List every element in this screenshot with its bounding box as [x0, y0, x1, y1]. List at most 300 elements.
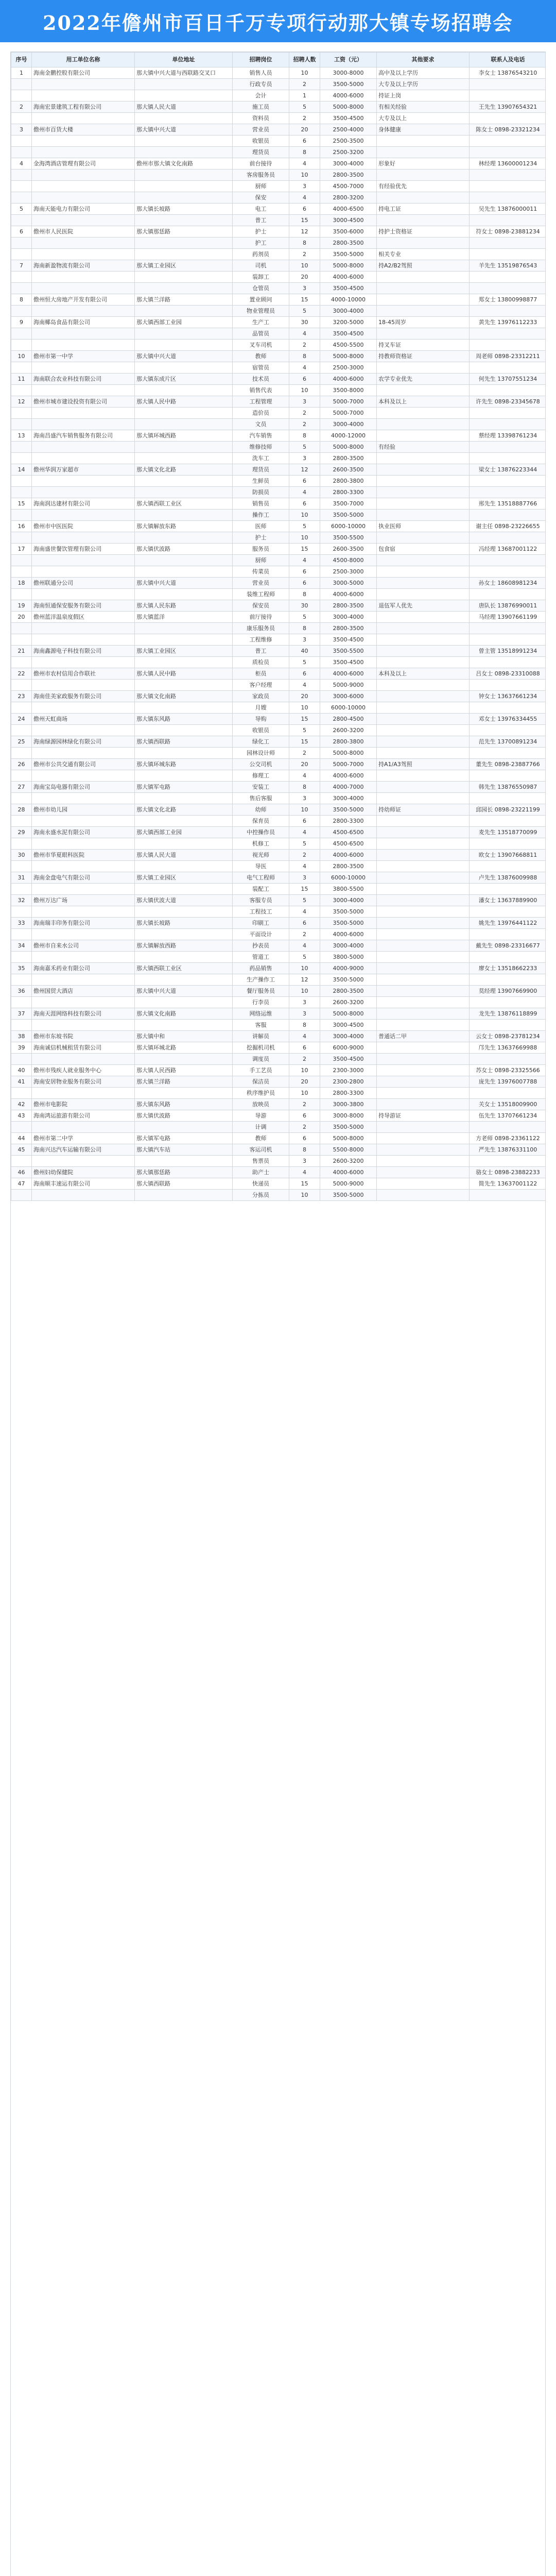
- row-number: 46: [11, 1167, 32, 1178]
- job-title: 家政员: [233, 691, 289, 702]
- row-number: 43: [11, 1110, 32, 1122]
- salary-range: 5000-7000: [320, 396, 377, 408]
- requirements: [377, 691, 470, 702]
- job-title: 药剂员: [233, 249, 289, 260]
- company-name: 海南永盛水泥有限公司: [32, 827, 135, 838]
- salary-range: 3500-4500: [320, 328, 377, 340]
- salary-range: 2300-3000: [320, 1065, 377, 1076]
- contact-info: 羊先生 13519876543: [470, 260, 546, 272]
- requirements: [377, 408, 470, 419]
- job-title: 客户经理: [233, 680, 289, 691]
- company-address: [135, 1122, 233, 1133]
- headcount: 3: [289, 872, 320, 884]
- headcount: 4: [289, 487, 320, 498]
- contact-info: 龙先生 13876118899: [470, 1008, 546, 1020]
- contact-info: 欧女士 13907668811: [470, 850, 546, 861]
- table-row: [11, 793, 546, 804]
- job-title: 柜员: [233, 668, 289, 680]
- company-address: [135, 113, 233, 124]
- salary-range: 3000-4500: [320, 1020, 377, 1031]
- requirements: [377, 532, 470, 544]
- headcount: 2: [289, 249, 320, 260]
- company-address: [135, 442, 233, 453]
- salary-range: 4000-6000: [320, 668, 377, 680]
- row-number: [11, 1020, 32, 1031]
- job-title: 售后客服: [233, 793, 289, 804]
- headcount: 20: [289, 759, 320, 770]
- headcount: 8: [289, 351, 320, 362]
- job-title: 护士: [233, 226, 289, 238]
- company-address: [135, 1054, 233, 1065]
- salary-range: 2500-4000: [320, 124, 377, 135]
- salary-range: 3500-5000: [320, 906, 377, 918]
- row-number: [11, 1190, 32, 1201]
- company-address: [135, 215, 233, 226]
- row-number: [11, 238, 32, 249]
- table-row: [11, 736, 546, 748]
- company-address: 那大镇兰洋路: [135, 294, 233, 306]
- row-number: 11: [11, 374, 32, 385]
- headcount: 2: [289, 113, 320, 124]
- requirements: 有相关经验: [377, 101, 470, 113]
- contact-info: [470, 1020, 546, 1031]
- salary-range: 3000-4000: [320, 612, 377, 623]
- headcount: 4: [289, 158, 320, 170]
- salary-range: 3000-4000: [320, 940, 377, 952]
- company-address: [135, 838, 233, 850]
- company-name: 儋州市华夏眼科医院: [32, 850, 135, 861]
- row-number: [11, 532, 32, 544]
- salary-range: 4500-6500: [320, 827, 377, 838]
- contact-info: [470, 170, 546, 181]
- company-address: 那大镇军屯路: [135, 782, 233, 793]
- requirements: [377, 997, 470, 1008]
- requirements: [377, 1076, 470, 1088]
- company-address: 那大镇人民东路: [135, 600, 233, 612]
- company-name: 海南联合农业科技有限公司: [32, 374, 135, 385]
- contact-info: [470, 702, 546, 714]
- salary-range: 4000-6000: [320, 850, 377, 861]
- salary-range: 2800-3500: [320, 600, 377, 612]
- table-row: [11, 1042, 546, 1054]
- job-title: 幼师: [233, 804, 289, 816]
- salary-range: 3500-4500: [320, 657, 377, 668]
- company-address: 那大镇工业园区: [135, 646, 233, 657]
- table-row: [11, 770, 546, 782]
- contact-info: 邓女士 13976334455: [470, 714, 546, 725]
- company-address: 那大镇西联工业区: [135, 963, 233, 974]
- contact-info: [470, 906, 546, 918]
- salary-range: 2600-3200: [320, 725, 377, 736]
- requirements: [377, 385, 470, 396]
- salary-range: 3500-6000: [320, 226, 377, 238]
- headcount: 5: [289, 442, 320, 453]
- headcount: 4: [289, 1167, 320, 1178]
- job-title: 平面设计: [233, 929, 289, 940]
- col-header-company: 用工单位名称: [32, 53, 135, 67]
- job-title: 理货员: [233, 147, 289, 158]
- company-name: [32, 952, 135, 963]
- job-title: 保安: [233, 192, 289, 204]
- company-name: [32, 170, 135, 181]
- company-address: [135, 532, 233, 544]
- recruitment-table-container: [10, 52, 546, 2576]
- table-row: [11, 759, 546, 770]
- contact-info: 廖女士 13518662233: [470, 963, 546, 974]
- contact-info: 吴先生 13876000011: [470, 204, 546, 215]
- contact-info: [470, 113, 546, 124]
- headcount: 8: [289, 589, 320, 600]
- headcount: 3: [289, 1156, 320, 1167]
- contact-info: 邱园长 0898-23221199: [470, 804, 546, 816]
- job-title: 计调: [233, 1122, 289, 1133]
- company-name: 海南椰岛食品有限公司: [32, 317, 135, 328]
- headcount: 2: [289, 850, 320, 861]
- table-row: [11, 158, 546, 170]
- requirements: [377, 215, 470, 226]
- row-number: [11, 906, 32, 918]
- contact-info: [470, 487, 546, 498]
- job-title: 司机: [233, 260, 289, 272]
- headcount: 20: [289, 272, 320, 283]
- company-name: 儋州市第二中学: [32, 1133, 135, 1144]
- company-address: 那大镇解放东路: [135, 521, 233, 532]
- job-title: 客服专员: [233, 895, 289, 906]
- contact-info: [470, 816, 546, 827]
- table-row: [11, 498, 546, 510]
- salary-range: 2800-3500: [320, 986, 377, 997]
- contact-info: 吕女士 0898-23310088: [470, 668, 546, 680]
- company-address: [135, 952, 233, 963]
- headcount: 8: [289, 147, 320, 158]
- company-name: 儋州市公共交通有限公司: [32, 759, 135, 770]
- row-number: 34: [11, 940, 32, 952]
- row-number: 27: [11, 782, 32, 793]
- headcount: 10: [289, 510, 320, 521]
- job-title: 客运司机: [233, 1144, 289, 1156]
- headcount: 3: [289, 181, 320, 192]
- table-row: [11, 804, 546, 816]
- company-name: 海南安居物业服务有限公司: [32, 1076, 135, 1088]
- requirements: [377, 1008, 470, 1020]
- contact-info: [470, 555, 546, 566]
- contact-info: 曾主管 13518991234: [470, 646, 546, 657]
- company-name: [32, 725, 135, 736]
- headcount: 10: [289, 260, 320, 272]
- company-name: [32, 1088, 135, 1099]
- contact-info: 董先生 0898-23887766: [470, 759, 546, 770]
- job-title: 维修技师: [233, 442, 289, 453]
- row-number: 14: [11, 464, 32, 476]
- company-address: 那大镇伏波大道: [135, 895, 233, 906]
- company-address: [135, 997, 233, 1008]
- job-title: 月嫂: [233, 702, 289, 714]
- requirements: [377, 589, 470, 600]
- contact-info: [470, 238, 546, 249]
- company-name: [32, 306, 135, 317]
- table-row: [11, 1190, 546, 1201]
- table-row: [11, 646, 546, 657]
- contact-info: 钟女士 13637661234: [470, 691, 546, 702]
- row-number: [11, 283, 32, 294]
- company-name: 海南兴达汽车运输有限公司: [32, 1144, 135, 1156]
- headcount: 2: [289, 1054, 320, 1065]
- company-address: [135, 816, 233, 827]
- company-address: 那大镇长坡路: [135, 918, 233, 929]
- job-title: 生产工: [233, 317, 289, 328]
- row-number: [11, 952, 32, 963]
- salary-range: 3500-4500: [320, 1054, 377, 1065]
- company-address: [135, 929, 233, 940]
- col-header-address: 单位地址: [135, 53, 233, 67]
- table-row: [11, 215, 546, 226]
- row-number: 6: [11, 226, 32, 238]
- job-title: 技术员: [233, 374, 289, 385]
- row-number: 2: [11, 101, 32, 113]
- job-title: 印刷工: [233, 918, 289, 929]
- job-title: 生产操作工: [233, 974, 289, 986]
- company-name: [32, 861, 135, 872]
- headcount: 8: [289, 238, 320, 249]
- table-row: [11, 555, 546, 566]
- table-row: [11, 476, 546, 487]
- contact-info: 何先生 13707551234: [470, 374, 546, 385]
- salary-range: 2500-3000: [320, 566, 377, 578]
- job-title: 医师: [233, 521, 289, 532]
- salary-range: 5000-7000: [320, 759, 377, 770]
- company-address: 那大镇人民中路: [135, 668, 233, 680]
- row-number: [11, 566, 32, 578]
- company-address: [135, 1190, 233, 1201]
- company-address: 那大镇中和: [135, 1031, 233, 1042]
- row-number: 20: [11, 612, 32, 623]
- salary-range: 3500-5000: [320, 79, 377, 90]
- table-row: [11, 306, 546, 317]
- job-title: 秩序维护员: [233, 1088, 289, 1099]
- table-row: [11, 884, 546, 895]
- row-number: 31: [11, 872, 32, 884]
- table-row: [11, 396, 546, 408]
- company-address: [135, 906, 233, 918]
- contact-info: 郑女士 13800998877: [470, 294, 546, 306]
- company-address: 儋州市那大镇文化南路: [135, 158, 233, 170]
- table-row: [11, 963, 546, 974]
- salary-range: 4000-6000: [320, 374, 377, 385]
- company-address: 那大镇东风路: [135, 714, 233, 725]
- col-header-salary: 工资（元）: [320, 53, 377, 67]
- salary-range: 3500-4500: [320, 113, 377, 124]
- contact-info: 关女士 13518009900: [470, 1099, 546, 1110]
- col-header-job: 招聘岗位: [233, 53, 289, 67]
- requirements: [377, 1099, 470, 1110]
- company-name: 海南绿源园林绿化有限公司: [32, 736, 135, 748]
- requirements: [377, 884, 470, 895]
- table-row: [11, 1020, 546, 1031]
- job-title: 公交司机: [233, 759, 289, 770]
- headcount: 30: [289, 317, 320, 328]
- headcount: 6: [289, 498, 320, 510]
- salary-range: 3500-5500: [320, 532, 377, 544]
- headcount: 2: [289, 748, 320, 759]
- salary-range: 2800-3500: [320, 453, 377, 464]
- company-address: 那大镇中兴大道: [135, 986, 233, 997]
- job-title: 修理工: [233, 770, 289, 782]
- company-name: [32, 249, 135, 260]
- requirements: 18-45周岁: [377, 317, 470, 328]
- row-number: 9: [11, 317, 32, 328]
- table-row: [11, 272, 546, 283]
- company-address: [135, 861, 233, 872]
- table-row: [11, 260, 546, 272]
- salary-range: 2800-3300: [320, 487, 377, 498]
- table-row: [11, 170, 546, 181]
- company-address: [135, 135, 233, 147]
- contact-info: [470, 385, 546, 396]
- row-number: [11, 487, 32, 498]
- requirements: 大专及以上学历: [377, 79, 470, 90]
- requirements: [377, 1065, 470, 1076]
- company-name: [32, 623, 135, 634]
- table-row: [11, 283, 546, 294]
- company-name: 海南天涯网络科技有限公司: [32, 1008, 135, 1020]
- job-title: 前台接待: [233, 158, 289, 170]
- company-name: 儋州市第一中学: [32, 351, 135, 362]
- table-row: [11, 79, 546, 90]
- salary-range: 2600-3500: [320, 544, 377, 555]
- job-title: 销售员: [233, 498, 289, 510]
- row-number: [11, 113, 32, 124]
- row-number: [11, 170, 32, 181]
- headcount: 30: [289, 600, 320, 612]
- job-title: 宿管员: [233, 362, 289, 374]
- salary-range: 4000-6000: [320, 272, 377, 283]
- job-title: 厨师: [233, 555, 289, 566]
- company-name: [32, 929, 135, 940]
- headcount: 20: [289, 1076, 320, 1088]
- company-address: 那大镇东成片区: [135, 374, 233, 385]
- headcount: 10: [289, 986, 320, 997]
- headcount: 4: [289, 906, 320, 918]
- salary-range: 3500-4500: [320, 283, 377, 294]
- job-title: 物业管理员: [233, 306, 289, 317]
- table-row: [11, 385, 546, 396]
- row-number: [11, 884, 32, 895]
- company-address: [135, 408, 233, 419]
- requirements: 持教师资格证: [377, 351, 470, 362]
- requirements: [377, 170, 470, 181]
- contact-info: [470, 192, 546, 204]
- company-address: 那大镇文化南路: [135, 1008, 233, 1020]
- salary-range: 5500-8000: [320, 1144, 377, 1156]
- company-name: [32, 181, 135, 192]
- row-number: 29: [11, 827, 32, 838]
- job-title: 装配工: [233, 884, 289, 895]
- col-header-no: 序号: [11, 53, 32, 67]
- salary-range: 2800-3800: [320, 476, 377, 487]
- salary-range: 4000-6000: [320, 90, 377, 101]
- row-number: [11, 181, 32, 192]
- requirements: [377, 929, 470, 940]
- headcount: 5: [289, 521, 320, 532]
- headcount: 5: [289, 952, 320, 963]
- job-title: 售票员: [233, 1156, 289, 1167]
- headcount: 3: [289, 634, 320, 646]
- table-row: [11, 782, 546, 793]
- requirements: [377, 940, 470, 952]
- table-row: [11, 714, 546, 725]
- company-address: [135, 1088, 233, 1099]
- table-row: [11, 578, 546, 589]
- company-name: 海南瑞丰印务有限公司: [32, 918, 135, 929]
- contact-info: [470, 408, 546, 419]
- row-number: [11, 135, 32, 147]
- table-row: [11, 952, 546, 963]
- row-number: 33: [11, 918, 32, 929]
- headcount: 6: [289, 374, 320, 385]
- table-row: [11, 238, 546, 249]
- salary-range: 3500-5000: [320, 249, 377, 260]
- requirements: [377, 861, 470, 872]
- salary-range: 6000-10000: [320, 702, 377, 714]
- headcount: 4: [289, 555, 320, 566]
- table-row: [11, 1076, 546, 1088]
- company-address: [135, 476, 233, 487]
- company-address: 那大镇环城东路: [135, 759, 233, 770]
- salary-range: 2500-3200: [320, 147, 377, 158]
- row-number: 32: [11, 895, 32, 906]
- salary-range: 3000-8000: [320, 1110, 377, 1122]
- contact-info: 卢先生 13876009988: [470, 872, 546, 884]
- headcount: 4: [289, 770, 320, 782]
- row-number: 30: [11, 850, 32, 861]
- company-name: [32, 974, 135, 986]
- company-address: [135, 192, 233, 204]
- headcount: 4: [289, 1031, 320, 1042]
- headcount: 10: [289, 532, 320, 544]
- row-number: [11, 385, 32, 396]
- contact-info: 冯经理 13687001122: [470, 544, 546, 555]
- job-title: 讲解员: [233, 1031, 289, 1042]
- row-number: [11, 215, 32, 226]
- row-number: [11, 476, 32, 487]
- job-title: 安装工: [233, 782, 289, 793]
- table-header-row: [11, 53, 546, 67]
- contact-info: 方老师 0898-23361122: [470, 1133, 546, 1144]
- table-row: [11, 124, 546, 135]
- company-address: [135, 884, 233, 895]
- company-address: [135, 702, 233, 714]
- table-row: [11, 668, 546, 680]
- table-row: [11, 895, 546, 906]
- row-number: 42: [11, 1099, 32, 1110]
- headcount: 8: [289, 430, 320, 442]
- table-row: [11, 918, 546, 929]
- table-row: [11, 838, 546, 850]
- job-title: 护士: [233, 532, 289, 544]
- job-title: 厨师: [233, 181, 289, 192]
- company-name: 儋州国贸大酒店: [32, 986, 135, 997]
- col-header-requirements: 其他要求: [377, 53, 470, 67]
- company-address: 那大镇文化北路: [135, 464, 233, 476]
- table-row: [11, 67, 546, 79]
- company-address: [135, 147, 233, 158]
- salary-range: 3500-7000: [320, 498, 377, 510]
- salary-range: 3000-8000: [320, 67, 377, 79]
- salary-range: 2800-3300: [320, 816, 377, 827]
- company-name: 海南金鹏控股有限公司: [32, 67, 135, 79]
- headcount: 4: [289, 827, 320, 838]
- requirements: [377, 850, 470, 861]
